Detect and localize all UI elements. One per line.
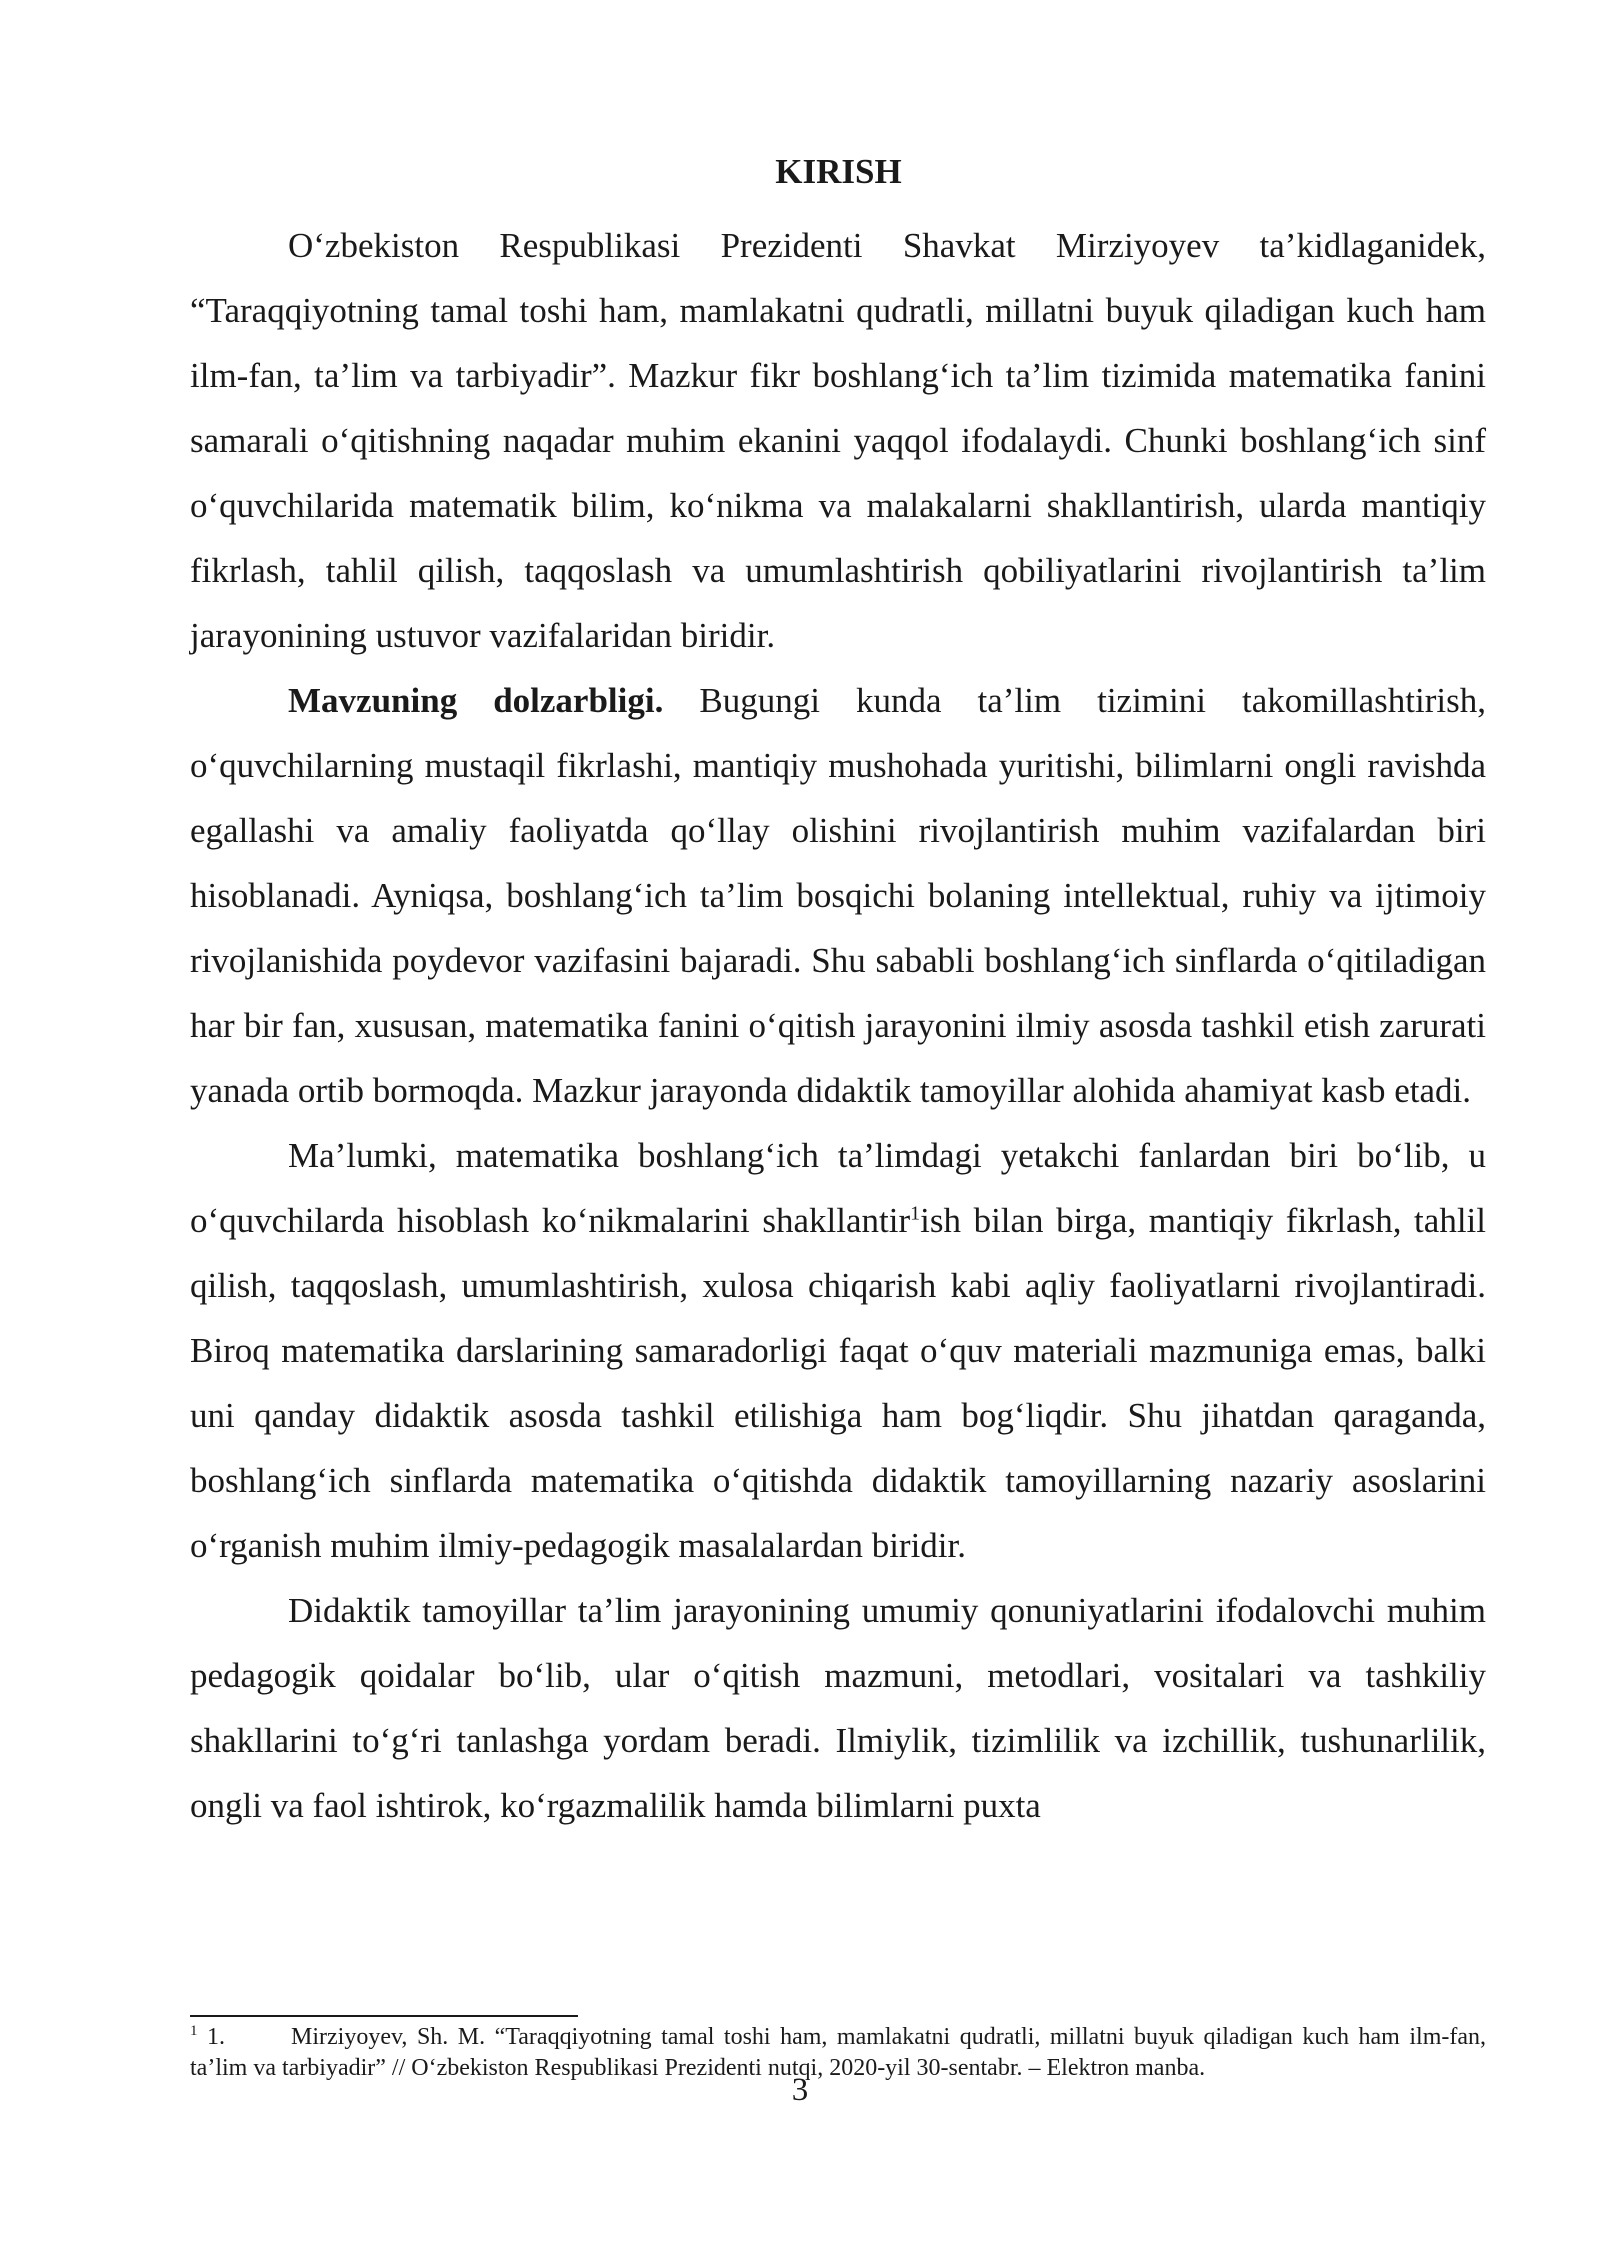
footnote-reference[interactable]: 1 [910, 1202, 921, 1225]
paragraph-math-role-text-after: ish bilan birga, mantiqiy fikrlash, tahlil qilish, taqqoslash, umumlashtirish, xulosa chiqarish kabi aqliy faoliyatlarni rivojlantiradi. Biroq matematika darslarining samaradorligi faqat o‘quv materiali mazmuniga emas, balki uni qanday didaktik asosda tashkil etilishiga ham bog‘liqdir. Shu jihatdan qaraganda, boshlang‘ich sinflarda matematika o‘qitishda didaktik tamoyillarning nazariy asoslarini o‘rganish muhim ilmiy-pedagogik masalalardan biridir. [190, 1201, 1486, 1565]
page-content [190, 150, 1486, 1838]
footnote-number: 1. [207, 2024, 226, 2050]
paragraph-math-role [190, 1123, 1486, 1578]
paragraph-math-role-text-before: Ma’lumki, matematika boshlang‘ich ta’limdagi yetakchi fanlardan biri bo‘lib, u o‘quvchilarda hisoblash ko‘nikmalarini shakllantir [190, 1136, 1486, 1240]
paragraph-relevance-text: Bugungi kunda ta’lim tizimini takomillashtirish, o‘quvchilarning mustaqil fikrlashi, mantiqiy mushohada yuritishi, bilimlarni ongli ravishda egallashi va amaliy faoliyatda qo‘llay olishini rivojlantirish muhim vazifalardan biri hisoblanadi. Ayniqsa, boshlang‘ich ta’lim bosqichi bolaning intellektual, ruhiy va ijtimoiy rivojlanishida poydevor vazifasini bajaradi. Shu sababli boshlang‘ich sinflarda o‘qitiladigan har bir fan, xususan, matematika fanini o‘qitish jarayonini ilmiy asosda tashkil etish zarurati yanada ortib bormoqda. Mazkur jarayonda didaktik tamoyillar alohida ahamiyat kasb etadi. [190, 681, 1487, 1110]
paragraph-didactic-principles [190, 1578, 1486, 1838]
paragraph-didactic-principles-text: Didaktik tamoyillar ta’lim jarayonining umumiy qonuniyatlarini ifodalovchi muhim pedagogik qoidalar bo‘lib, ular o‘qitish mazmuni, metodlari, vositalari va tashkiliy shakllarini to‘g‘ri tanlashga yordam beradi. Ilmiylik, tizimlilik va izchillik, tushunarlilik, ongli va faol ishtirok, ko‘rgazmalilik hamda bilimlarni puxta [190, 1591, 1486, 1825]
section-title: KIRISH [775, 152, 902, 191]
footnote-text: Mirziyoyev, Sh. M. “Taraqqiyotning tamal toshi ham, mamlakatni qudratli, millatni buyuk qiladigan kuch ham ilm-fan, ta’lim va tarbiyadir” // O‘zbekiston Respublikasi Prezidenti nutqi, 2020-yil 30-sentabr. – Elektron manba. [190, 2024, 1487, 2081]
paragraph-relevance [190, 668, 1486, 1123]
page-number: 3 [791, 2072, 809, 2108]
paragraph-intro [190, 213, 1486, 668]
footnote-separator [190, 2015, 578, 2017]
paragraph-relevance-lead: Mavzuning dolzarbligi. [288, 681, 664, 720]
paragraph-intro-text: O‘zbekiston Respublikasi Prezidenti Shavkat Mirziyoyev ta’kidlaganidek, “Taraqqiyotning tamal toshi ham, mamlakatni qudratli, millatni buyuk qiladigan kuch ham ilm-fan, ta’lim va tarbiyadir”. Mazkur fikr boshlang‘ich ta’lim tizimida matematika fanini samarali o‘qitishning naqadar muhim ekanini yaqqol ifodalaydi. Chunki boshlang‘ich sinf o‘quvchilarida matematik bilim, ko‘nikma va malakalarni shakllantirish, ularda mantiqiy fikrlash, tahlil qilish, taqqoslash va umumlashtirish qobiliyatlarini rivojlantirish ta’lim jarayonining ustuvor vazifalaridan biridir. [190, 226, 1486, 655]
footnote-mark: 1 [190, 2023, 198, 2039]
